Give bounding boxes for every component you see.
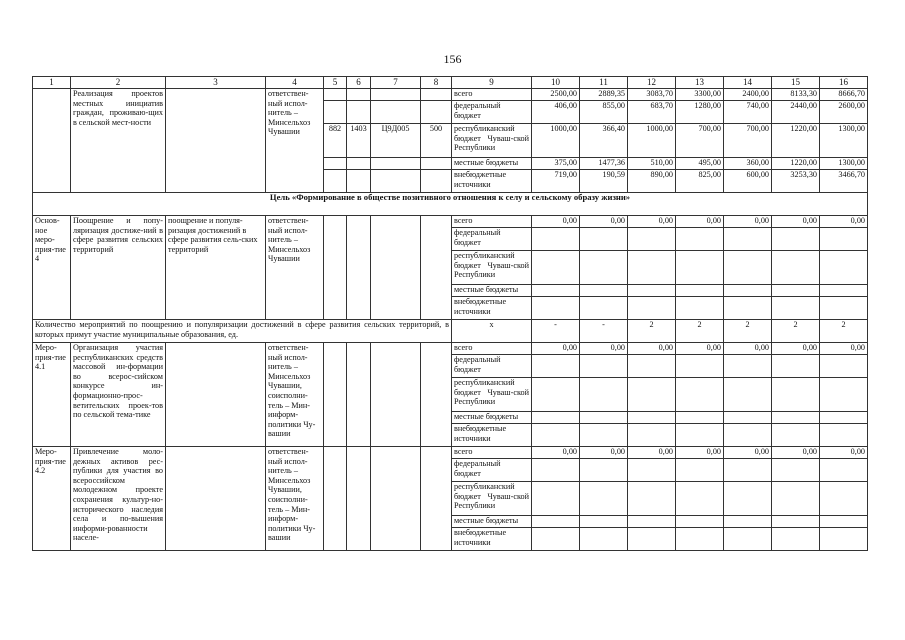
funding-value [820,378,868,412]
funding-source: федеральный бюджет [452,459,532,482]
funding-source: местные бюджеты [452,158,532,170]
funding-value: 0,00 [772,216,820,228]
funding-source: местные бюджеты [452,285,532,297]
funding-value: 0,00 [580,216,628,228]
funding-value [628,412,676,424]
budget-code-type: 500 [421,124,452,158]
activity-name: Реализация проектов местных инициатив граждан, проживаю-щих в сельской мест-ности [71,89,166,193]
funding-source: местные бюджеты [452,516,532,528]
indicator-row [33,320,868,343]
budget-code-cell [324,89,347,101]
budget-code-cell [324,158,347,170]
funding-value: 1000,00 [628,124,676,158]
funding-value [580,228,628,251]
indicator-value: - [532,320,580,343]
column-header: 6 [347,77,371,89]
column-header: 2 [71,77,166,89]
funding-value [532,355,580,378]
activity-kind: Меро-прия-тие 4.1 [33,343,71,447]
activity-kind [33,89,71,193]
budget-code-cell [371,447,421,551]
funding-value: 8133,30 [772,89,820,101]
funding-source: федеральный бюджет [452,228,532,251]
funding-value [628,482,676,516]
funding-value [532,228,580,251]
funding-value [724,412,772,424]
funding-value [580,516,628,528]
funding-value [532,251,580,285]
funding-source: внебюджетные источники [452,528,532,551]
funding-value [628,459,676,482]
funding-value [724,424,772,447]
budget-code-cell [347,343,371,447]
budget-code-cell [324,343,347,447]
activity-task [166,89,266,193]
funding-value [772,482,820,516]
funding-value [820,228,868,251]
funding-value: 3300,00 [676,89,724,101]
funding-value: 375,00 [532,158,580,170]
funding-value [628,297,676,320]
funding-value: 0,00 [628,216,676,228]
goal-title: Цель «Формирование в обществе позитивного отношения к селу и сельскому образу жизни» [33,193,868,216]
funding-value: 1220,00 [772,124,820,158]
funding-value: 0,00 [772,447,820,459]
column-header: 14 [724,77,772,89]
funding-value [724,251,772,285]
funding-value: 2889,35 [580,89,628,101]
budget-code-cell [324,101,347,124]
funding-value: 740,00 [724,101,772,124]
funding-value: 1220,00 [772,158,820,170]
funding-value [580,285,628,297]
budget-code-cell [324,170,347,193]
table-row [33,216,868,228]
funding-value [628,378,676,412]
funding-value: 0,00 [724,447,772,459]
funding-value: 1477,36 [580,158,628,170]
funding-value: 825,00 [676,170,724,193]
budget-code-grbs: 882 [324,124,347,158]
funding-value [772,516,820,528]
budget-code-cell [347,158,371,170]
funding-value [580,297,628,320]
funding-value: 0,00 [676,447,724,459]
funding-value [532,482,580,516]
activity-kind: Меро-прия-тие 4.2 [33,447,71,551]
funding-value: 0,00 [532,343,580,355]
budget-code-cell [421,343,452,447]
funding-source: всего [452,89,532,101]
funding-value: 0,00 [724,343,772,355]
funding-value [532,528,580,551]
funding-value [820,251,868,285]
budget-code-cell [421,89,452,101]
funding-value: 1300,00 [820,158,868,170]
funding-value: 2500,00 [532,89,580,101]
funding-value: 1300,00 [820,124,868,158]
budget-code-cell [421,101,452,124]
funding-value [724,528,772,551]
funding-value [628,285,676,297]
column-header: 5 [324,77,347,89]
responsible-executor: ответствен-ный испол-нитель – Минсельхоз Чувашии, соисполни-тель – Мин-информ-политики Чу-вашии [266,343,324,447]
funding-value [820,528,868,551]
funding-value [628,228,676,251]
budget-code-cell [347,170,371,193]
budget-code-cell [347,447,371,551]
column-header: 12 [628,77,676,89]
funding-value: 890,00 [628,170,676,193]
funding-source: республиканский бюджет Чуваш-ской Республики [452,482,532,516]
funding-value [772,285,820,297]
budget-code-target: Ц9Д005 [371,124,421,158]
funding-value [724,228,772,251]
funding-value: 0,00 [580,343,628,355]
budget-code-cell [347,101,371,124]
budget-code-cell [347,89,371,101]
budget-code-cell [371,170,421,193]
funding-source: местные бюджеты [452,412,532,424]
funding-value [724,482,772,516]
budget-code-cell [371,89,421,101]
funding-value: 700,00 [724,124,772,158]
budget-code-cell [371,101,421,124]
column-header: 1 [33,77,71,89]
funding-value [580,528,628,551]
funding-value [772,297,820,320]
funding-value [532,378,580,412]
funding-source: внебюджетные источники [452,297,532,320]
funding-value: 0,00 [820,343,868,355]
funding-value [772,528,820,551]
funding-value [580,482,628,516]
indicator-text: Количество мероприятий по поощрению и популяризации достижений в сфере развития сельских территорий, в которых примут участие муниципальные образования, ед. [33,320,452,343]
column-header: 10 [532,77,580,89]
activity-kind: Основ-ное меро-прия-тие 4 [33,216,71,320]
budget-code-cell [421,447,452,551]
funding-source: всего [452,216,532,228]
budget-code-cell [421,170,452,193]
responsible-executor: ответствен-ный испол-нитель – Минсельхоз Чувашии, соисполни-тель – Мин-информ-политики Чу-вашии [266,447,324,551]
funding-value [676,482,724,516]
funding-value [580,378,628,412]
funding-value [772,251,820,285]
funding-value: 0,00 [628,447,676,459]
activity-name: Организация участия республиканских средств массовой ин-формации во всерос-сийском конкурсе ин-формационно-прос-ветительских проек-тов по сельской тема-тике [71,343,166,447]
funding-value [820,285,868,297]
funding-value [532,285,580,297]
funding-value [532,297,580,320]
budget-code-cell [371,343,421,447]
funding-value [676,412,724,424]
funding-value [820,424,868,447]
indicator-value: 2 [628,320,676,343]
funding-value [676,378,724,412]
column-header: 4 [266,77,324,89]
funding-value [676,355,724,378]
funding-value: 0,00 [724,216,772,228]
funding-value: 8666,70 [820,89,868,101]
funding-value [532,412,580,424]
funding-value [772,459,820,482]
column-header: 8 [421,77,452,89]
funding-value [580,412,628,424]
funding-value [580,251,628,285]
funding-value: 700,00 [676,124,724,158]
funding-value [772,355,820,378]
funding-value [724,516,772,528]
funding-value [676,424,724,447]
activity-task [166,343,266,447]
funding-value [772,378,820,412]
funding-value: 0,00 [772,343,820,355]
funding-source: федеральный бюджет [452,355,532,378]
funding-value [628,251,676,285]
table-row [33,343,868,355]
budget-code-cell [371,216,421,320]
funding-value: 2440,00 [772,101,820,124]
column-header: 16 [820,77,868,89]
indicator-source: х [452,320,532,343]
funding-value [772,228,820,251]
funding-value: 683,70 [628,101,676,124]
budget-code-cell [347,216,371,320]
funding-value: 406,00 [532,101,580,124]
funding-value: 0,00 [820,216,868,228]
funding-source: внебюджетные источники [452,424,532,447]
column-header: 11 [580,77,628,89]
funding-value: 366,40 [580,124,628,158]
activity-task [166,447,266,551]
funding-value: 719,00 [532,170,580,193]
column-header: 7 [371,77,421,89]
funding-value [820,516,868,528]
column-header: 3 [166,77,266,89]
budget-code-cell [421,158,452,170]
funding-value [676,251,724,285]
table-row [33,89,868,101]
program-table [32,76,868,551]
funding-value [532,424,580,447]
funding-value [820,355,868,378]
funding-value [580,355,628,378]
funding-value: 510,00 [628,158,676,170]
funding-source: внебюджетные источники [452,170,532,193]
funding-value [676,228,724,251]
funding-value: 0,00 [580,447,628,459]
funding-value [820,482,868,516]
indicator-value: 2 [772,320,820,343]
funding-value: 0,00 [628,343,676,355]
funding-value [772,412,820,424]
header-row [33,77,868,89]
funding-value [676,516,724,528]
funding-value: 360,00 [724,158,772,170]
funding-value [724,459,772,482]
column-header: 15 [772,77,820,89]
funding-value: 190,59 [580,170,628,193]
funding-value: 600,00 [724,170,772,193]
funding-value: 0,00 [820,447,868,459]
funding-value: 3083,70 [628,89,676,101]
funding-value: 855,00 [580,101,628,124]
funding-value [628,424,676,447]
funding-value: 0,00 [532,216,580,228]
activity-name: Поощрение и попу-ляризация достиже-ний в сфере развития сельских территорий [71,216,166,320]
funding-value: 2400,00 [724,89,772,101]
funding-value [580,459,628,482]
column-header: 13 [676,77,724,89]
budget-code-cell [324,447,347,551]
funding-value [580,424,628,447]
funding-value [676,297,724,320]
funding-value: 1280,00 [676,101,724,124]
activity-task: поощрение и популя-ризация достижений в сфере развития сель-ских территорий [166,216,266,320]
funding-value [820,459,868,482]
table-row [33,447,868,459]
activity-name: Привлечение моло-дежных активов рес-публики для участия во всероссийском молодежном проекте сохранения культур-но-исторического наследия села и по-вышения информи-рованности населе- [71,447,166,551]
funding-value [820,412,868,424]
funding-value: 2600,00 [820,101,868,124]
funding-value: 3253,30 [772,170,820,193]
funding-value [532,459,580,482]
funding-value: 3466,70 [820,170,868,193]
funding-value [724,378,772,412]
responsible-executor: ответствен-ный испол-нитель – Минсельхоз Чувашии [266,216,324,320]
funding-value [676,285,724,297]
indicator-value: 2 [724,320,772,343]
funding-source: республиканский бюджет Чуваш-ской Республики [452,124,532,158]
budget-code-cell [324,216,347,320]
funding-value [724,285,772,297]
funding-value: 0,00 [532,447,580,459]
funding-source: всего [452,343,532,355]
funding-source: республиканский бюджет Чуваш-ской Республики [452,378,532,412]
funding-value [628,528,676,551]
goal-row [33,193,868,216]
funding-source: федеральный бюджет [452,101,532,124]
column-header: 9 [452,77,532,89]
responsible-executor: ответствен-ный испол-нитель – Минсельхоз Чувашии [266,89,324,193]
funding-value [628,355,676,378]
funding-value [724,297,772,320]
funding-value [820,297,868,320]
indicator-value: - [580,320,628,343]
indicator-value: 2 [676,320,724,343]
budget-code-section: 1403 [347,124,371,158]
funding-value [772,424,820,447]
funding-value: 495,00 [676,158,724,170]
budget-code-cell [371,158,421,170]
funding-value [724,355,772,378]
funding-source: республиканский бюджет Чуваш-ской Республики [452,251,532,285]
budget-code-cell [421,216,452,320]
funding-value [676,459,724,482]
funding-source: всего [452,447,532,459]
funding-value [532,516,580,528]
indicator-value: 2 [820,320,868,343]
funding-value [628,516,676,528]
funding-value [676,528,724,551]
funding-value: 0,00 [676,343,724,355]
funding-value: 0,00 [676,216,724,228]
funding-value: 1000,00 [532,124,580,158]
page-number: 156 [443,52,462,66]
